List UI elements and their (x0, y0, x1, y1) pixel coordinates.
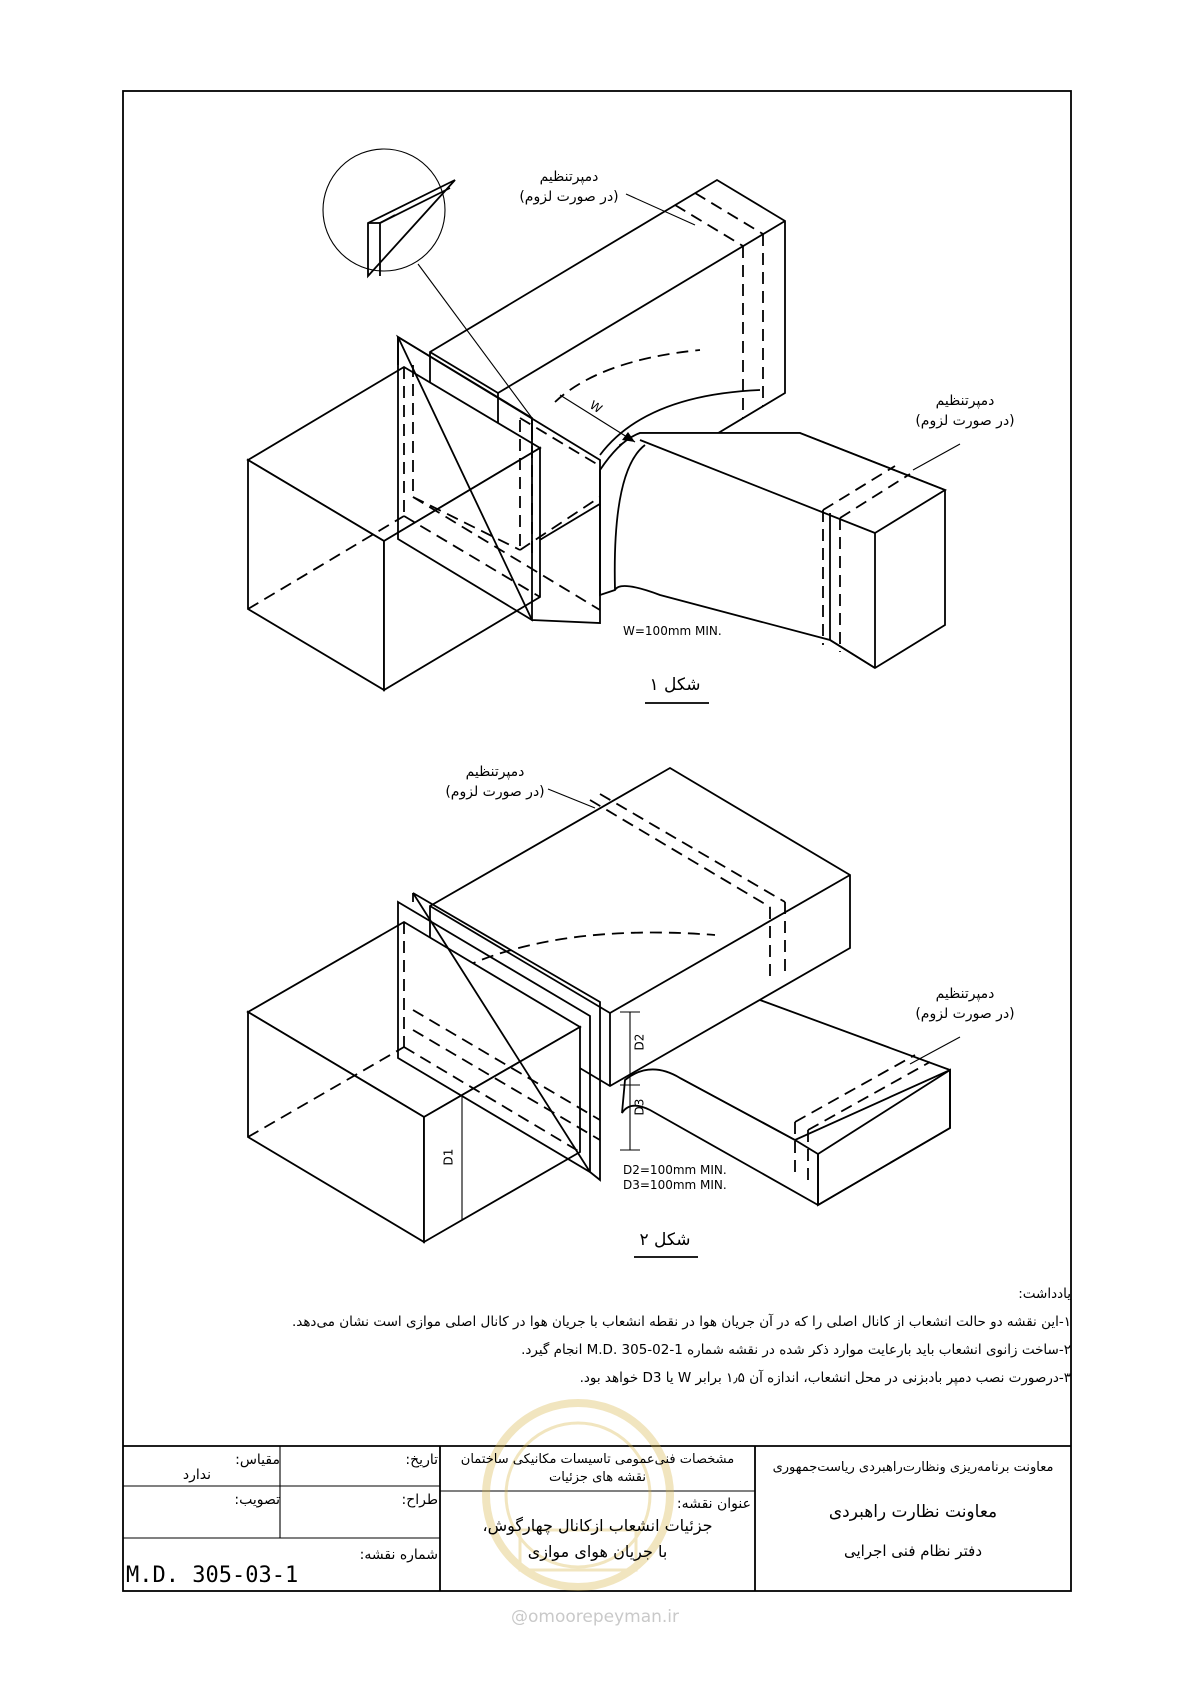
fig2-branch-damper-label: دمپرتنظیم (935, 986, 995, 1002)
fig1-damper-sublabel: (در صورت لزوم) (519, 189, 619, 205)
drawing-number: M.D. 305-03-1 (126, 1563, 299, 1588)
fig2-dimension-d1: D1 (441, 1148, 456, 1166)
fig2-dimension-d2: D2 (632, 1033, 647, 1051)
date-label: تاریخ: (405, 1452, 438, 1468)
fig2-min-note-d3: D3=100mm MIN. (623, 1178, 727, 1192)
scale-value: ندارد (182, 1467, 211, 1483)
notes-title: یادداشت: (1018, 1286, 1071, 1302)
drawing-title-line-1: جزئیات انشعاب ازکانال چهارگوش، (482, 1516, 713, 1535)
figure-2-drawing (248, 768, 960, 1257)
fig1-branch-damper-sublabel: (در صورت لزوم) (915, 413, 1015, 429)
fig1-min-note: W=100mm MIN. (623, 624, 722, 638)
spec-title: مشخصات فنی‌عمومی تاسیسات مکانیکی ساختمان (460, 1452, 735, 1467)
website-watermark: @omoorepeyman.ir (510, 1607, 680, 1627)
fig2-damper-sublabel: (در صورت لزوم) (445, 784, 545, 800)
fig1-damper-label: دمپرتنظیم (539, 169, 599, 185)
designer-label: طراح: (401, 1492, 438, 1508)
note-item-3: ۳-درصورت نصب دمپر بادبزنی در محل انشعاب، اندازه آن ۱٫۵ برابر W یا D3 خواهد بود. (579, 1370, 1071, 1386)
fig1-branch-damper-label: دمپرتنظیم (935, 393, 995, 409)
drawing-number-label: شماره نقشه: (359, 1547, 438, 1563)
note-item-2: ۲-ساخت زانوی انشعاب باید بارعایت موارد ذکر شده در نقشه شماره M.D. 305-02-1 انجام گیرد. (521, 1342, 1071, 1358)
organization-name: معاونت برنامه‌ریزی ونظارت‌راهبردی ریاست‌جمهوری (772, 1460, 1054, 1475)
organization-department: معاونت نظارت راهبردی (828, 1502, 998, 1522)
figure-1-drawing (248, 149, 960, 703)
spec-subtitle: نقشه های جزئیات (549, 1470, 646, 1485)
note-item-1: ۱-این نقشه دو حالت انشعاب از کانال اصلی را که در آن جریان هوا در نقطه انشعاب با جریان هوا در کانال اصلی موازی است نشان می‌دهد. (291, 1314, 1071, 1330)
fig2-dimension-d3: D3 (632, 1098, 647, 1116)
scale-label: مقیاس: (235, 1452, 280, 1468)
fig2-min-note-d2: D2=100mm MIN. (623, 1163, 727, 1177)
drawing-title-line-2: با جریان هوای موازی (527, 1542, 668, 1561)
fig2-branch-damper-sublabel: (در صورت لزوم) (915, 1006, 1015, 1022)
drawing-title-label: عنوان نقشه: (676, 1496, 751, 1512)
organization-office: دفتر نظام فنی اجرایی (843, 1542, 983, 1560)
approval-label: تصویب: (234, 1492, 280, 1508)
fig1-caption: شکل ۱ (649, 675, 701, 695)
fig1-dimension-w: W (587, 397, 605, 417)
fig2-damper-label: دمپرتنظیم (465, 764, 525, 780)
fig2-caption: شکل ۲ (639, 1230, 691, 1250)
notes-section (111, 1280, 1071, 1392)
